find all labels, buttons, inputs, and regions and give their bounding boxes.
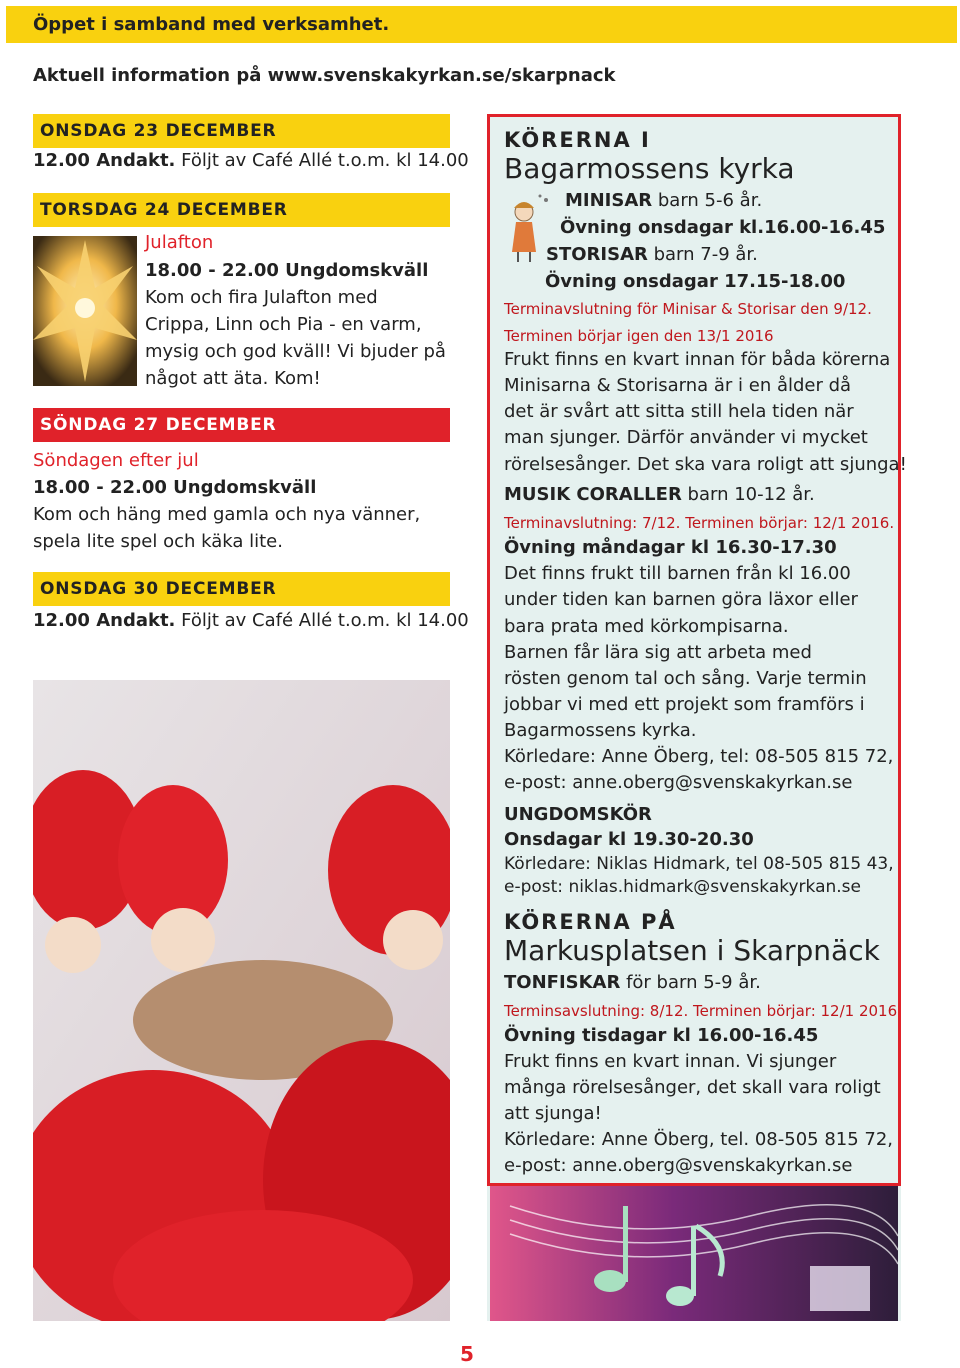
musik-name: MUSIK CORALLER <box>504 484 682 505</box>
dec30-time: 12.00 Andakt. <box>33 610 176 631</box>
heading-dec24: TORSDAG 24 DECEMBER <box>40 200 288 220</box>
storisar-age: barn 7-9 år. <box>653 244 758 265</box>
dec24-time: 18.00 - 22.00 Ungdomskväll <box>145 260 429 281</box>
dec30-desc: Följt av Café Allé t.o.m. kl 14.00 <box>181 610 469 631</box>
heading-dec27: SÖNDAG 27 DECEMBER <box>40 415 277 435</box>
dec27-time: 18.00 - 22.00 Ungdomskväll <box>33 477 317 498</box>
kor2-text-5: e-post: anne.oberg@svenskakyrkan.se <box>504 1155 853 1176</box>
kor1-text-1: Frukt finns en kvart innan för båda körerna <box>504 349 891 370</box>
musik-text-7: Bagarmossens kyrka. <box>504 720 697 741</box>
ungdom-text-1: Körledare: Niklas Hidmark, tel 08-505 815 43, <box>504 854 894 874</box>
musik-line <box>504 484 815 505</box>
kor1-text-5: rörelsesånger. Det ska vara roligt att sjunga! <box>504 454 907 475</box>
tonfiskar-line <box>504 972 761 993</box>
tonfiskar-age: för barn 5-9 år. <box>626 972 761 993</box>
kor1-label: KÖRERNA I <box>504 128 651 152</box>
kor2-practice: Övning tisdagar kl 16.00-16.45 <box>504 1025 819 1046</box>
storisar-name: STORISAR <box>546 244 648 265</box>
dec27-text-1: Kom och häng med gamla och nya vänner, <box>33 504 421 525</box>
kor2-terms: Terminsavslutning: 8/12. Terminen börjar: 12/1 2016 <box>504 1002 898 1020</box>
kor1-text-2: Minisarna & Storisarna är i en ålder då <box>504 375 852 396</box>
storisar-practice: Övning onsdagar 17.15-18.00 <box>545 271 846 292</box>
dec27-subtitle: Söndagen efter jul <box>33 450 199 471</box>
musik-text-3: bara prata med körkompisarna. <box>504 616 789 637</box>
ungdom-text-2: e-post: niklas.hidmark@svenskakyrkan.se <box>504 877 861 897</box>
storisar-line <box>546 244 758 265</box>
kor2-label: KÖRERNA PÅ <box>504 910 677 934</box>
ungdom-time: Onsdagar kl 19.30-20.30 <box>504 829 754 850</box>
page-number: 5 <box>460 1342 474 1366</box>
heading-bar-dec27 <box>33 408 450 442</box>
dec24-text-1: Kom och fira Julafton med <box>145 287 378 308</box>
heading-bar-dec30 <box>33 572 450 606</box>
musik-text-2: under tiden kan barnen göra läxor eller <box>504 589 858 610</box>
musik-text-4: Barnen får lära sig att arbeta med <box>504 642 812 663</box>
minisar-line <box>565 190 762 211</box>
info-line: Aktuell information på www.svenskakyrkan.se/skarpnack <box>33 65 616 86</box>
heading-dec23: ONSDAG 23 DECEMBER <box>40 121 277 141</box>
musik-text-5: rösten genom tal och sång. Varje termin <box>504 668 867 689</box>
heading-bar-dec23 <box>33 114 450 148</box>
kor1-place: Bagarmossens kyrka <box>504 152 795 185</box>
musik-text-6: jobbar vi med ett projekt som framförs i <box>504 694 865 715</box>
kor2-text-3: att sjunga! <box>504 1103 602 1124</box>
heading-dec30: ONSDAG 30 DECEMBER <box>40 579 277 599</box>
minisar-name: MINISAR <box>565 190 653 211</box>
tonfiskar-name: TONFISKAR <box>504 972 621 993</box>
musik-text-9: e-post: anne.oberg@svenskakyrkan.se <box>504 772 853 793</box>
top-banner <box>6 6 957 43</box>
musik-text-8: Körledare: Anne Öberg, tel: 08-505 815 72, <box>504 746 894 767</box>
music-notes-photo <box>490 1186 898 1321</box>
kor1-text-3: det är svårt att sitta still hela tiden när <box>504 401 854 422</box>
heading-bar-dec24 <box>33 193 450 227</box>
dec23-desc: Följt av Café Allé t.o.m. kl 14.00 <box>181 150 469 171</box>
dec24-text-4: något att äta. Kom! <box>145 368 321 389</box>
kor2-text-1: Frukt finns en kvart innan. Vi sjunger <box>504 1051 837 1072</box>
dec24-subtitle: Julafton <box>145 232 214 253</box>
music-notes-icon <box>490 1186 898 1321</box>
kor2-text-2: många rörelsesånger, det skall vara roligt <box>504 1077 881 1098</box>
dec24-text-3: mysig och god kväll! Vi bjuder på <box>145 341 446 362</box>
dec27-text-2: spela lite spel och käka lite. <box>33 531 283 552</box>
kor2-text-4: Körledare: Anne Öberg, tel. 08-505 815 72, <box>504 1129 894 1150</box>
star-icon <box>33 236 137 386</box>
musik-practice: Övning måndagar kl 16.30-17.30 <box>504 537 837 558</box>
dec23-line <box>33 150 469 171</box>
kor1-term-start: Terminen börjar igen den 13/1 2016 <box>504 327 774 345</box>
kor1-term-end: Terminavslutning för Minisar & Storisar den 9/12. <box>504 300 872 318</box>
kor2-place: Markusplatsen i Skarpnäck <box>504 934 880 967</box>
dec24-text-2: Crippa, Linn och Pia - en varm, <box>145 314 422 335</box>
musik-age: barn 10-12 år. <box>687 484 815 505</box>
minisar-age: barn 5-6 år. <box>657 190 763 211</box>
dec30-line <box>33 610 469 631</box>
kor1-text-4: man sjunger. Därför använder vi mycket <box>504 427 868 448</box>
elves-photo <box>33 680 450 1321</box>
dec23-time: 12.00 Andakt. <box>33 150 176 171</box>
minisar-practice: Övning onsdagar kl.16.00-16.45 <box>560 217 886 238</box>
musik-terms: Terminavslutning: 7/12. Terminen börjar: 12/1 2016. <box>504 514 895 532</box>
elves-image <box>33 680 450 1321</box>
ungdom-name: UNGDOMSKÖR <box>504 804 652 825</box>
banner-text: Öppet i samband med verksamhet. <box>33 14 390 35</box>
musik-text-1: Det finns frukt till barnen från kl 16.00 <box>504 563 851 584</box>
star-photo <box>33 236 137 386</box>
